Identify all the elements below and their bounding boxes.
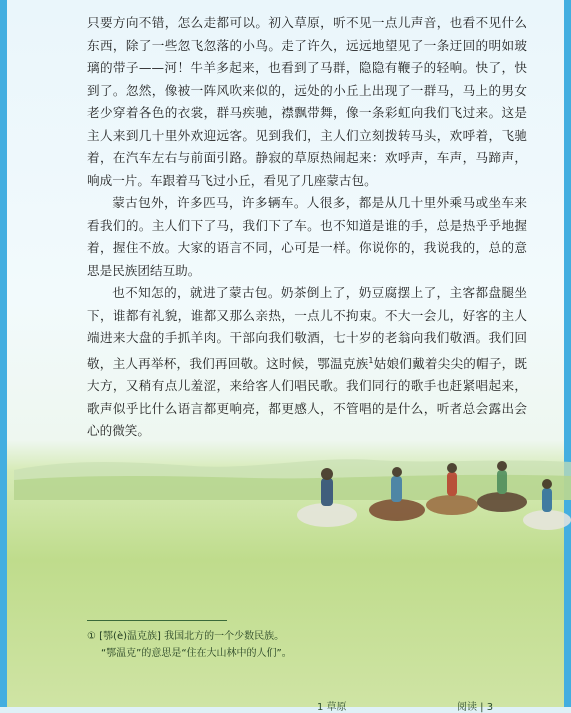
- footnote-line-2: “鄂温克”的意思是“住在大山林中的人们”。: [101, 648, 292, 659]
- footnote-line-1: ① [鄂(è)温克族] 我国北方的一个少数民族。: [87, 631, 285, 642]
- article-body: [87, 12, 527, 443]
- paragraph-2: 蒙古包外，许多匹马，许多辆车。人很多，都是从几十里外乘马或坐车来看我们的。主人们下了马，我们下了车。也不知道是谁的手，总是热乎乎地握着，握住不放。大家的语言不同，心可是一样。你说你的，我说我的，总的意思是民族团结互助。: [87, 195, 527, 278]
- footer-section-page: 阅读 | 3: [457, 702, 494, 713]
- footer-lesson-title: 1 草原: [317, 702, 347, 713]
- footnote-marker[interactable]: 1: [368, 355, 374, 365]
- horse-riders-illustration: [277, 450, 571, 570]
- footnote-divider: [87, 620, 227, 621]
- paragraph-3-text: 也不知怎的，就进了蒙古包。奶茶倒上了，奶豆腐摆上了，主客都盘腿坐下，谁都有礼貌，谁都又那么亲热，一点儿不拘束。不大一会儿，好客的主人端进来大盘的手抓羊肉。干部向我们敬酒，七十岁的老翁向我们敬酒。我们回敬，主人再举杯，我们再回敬。这时候，鄂温克族: [87, 285, 527, 371]
- paragraph-1: 只要方向不错，怎么走都可以。初入草原，听不见一点儿声音，也看不见什么东西，除了一些忽飞忽落的小鸟。走了许久，远远地望见了一条迂回的明如玻璃的带子——河！牛羊多起来，也看到了马群，隐隐有鞭子的轻响。快了，快到了。忽然，像被一阵风吹来似的，远处的小丘上出现了一群马，马上的男女老少穿着各色的衣裳，群马疾驰，襟飘带舞，像一条彩虹向我们飞过来。这是主人来到几十里外欢迎远客。见到我们，主人们立刻拨转马头，欢呼着，飞驰着，在汽车左右与前面引路。静寂的草原热闹起来：欢呼声，车声，马蹄声，响成一片。车跟着马飞过小丘，看见了几座蒙古包。: [87, 15, 527, 188]
- paragraph-3: [87, 282, 527, 443]
- paragraph-3-continued: 姑娘们戴着尖尖的帽子，既大方，又稍有点儿羞涩，来给客人们唱民歌。我们同行的歌手也赶紧唱起来，歌声似乎比什么语言都更响亮，都更感人，不管唱的是什么，听者总会露出会心的微笑。: [87, 355, 528, 439]
- footnote: [87, 628, 467, 662]
